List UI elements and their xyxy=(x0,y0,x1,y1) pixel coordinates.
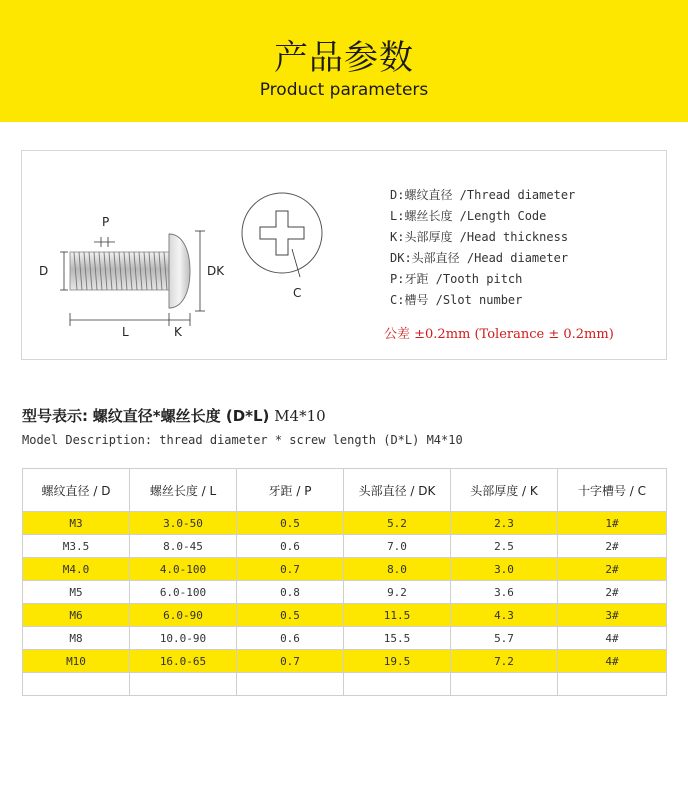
table-cell xyxy=(344,673,451,696)
table-cell: 10.0-90 xyxy=(130,627,237,650)
table-cell: 3.0-50 xyxy=(130,512,237,535)
table-cell: 0.6 xyxy=(237,535,344,558)
page-subtitle: Product parameters xyxy=(259,80,429,100)
legend-item: C:槽号 /Slot number xyxy=(390,293,523,307)
legend-item: P:牙距 /Tooth pitch xyxy=(390,272,523,286)
table-cell: 4# xyxy=(558,650,667,673)
table-cell: 4.3 xyxy=(451,604,558,627)
header-thread-diameter: 螺纹直径 / D xyxy=(23,469,130,512)
length-dimension xyxy=(70,313,190,326)
table-cell: M8 xyxy=(23,627,130,650)
label-l: L xyxy=(122,325,129,339)
label-d: D xyxy=(39,264,49,278)
table-row xyxy=(23,558,667,581)
header-screw-length: 螺丝长度 / L xyxy=(130,469,237,512)
table-cell: 3.6 xyxy=(451,581,558,604)
table-cell: 8.0 xyxy=(344,558,451,581)
table-cell: 19.5 xyxy=(344,650,451,673)
table-cell xyxy=(23,673,130,696)
table-cell: 5.2 xyxy=(344,512,451,535)
table-cell: 2.3 xyxy=(451,512,558,535)
table-cell: 2# xyxy=(558,535,667,558)
table-cell: 7.0 xyxy=(344,535,451,558)
model-label: 型号表示: xyxy=(22,407,88,425)
tolerance-note: 公差 ±0.2mm (Tolerance ± 0.2mm) xyxy=(384,327,614,342)
header-head-diameter: 头部直径 / DK xyxy=(344,469,451,512)
table-cell: 0.5 xyxy=(237,512,344,535)
table-cell: M5 xyxy=(23,581,130,604)
table-cell: 0.6 xyxy=(237,627,344,650)
screw-top-view xyxy=(242,193,322,277)
table-header-row xyxy=(23,469,667,512)
table-row xyxy=(23,673,667,696)
header-slot-number: 十字槽号 / C xyxy=(558,469,667,512)
label-c: C xyxy=(293,286,302,300)
table-cell: 6.0-90 xyxy=(130,604,237,627)
table-row xyxy=(23,650,667,673)
spec-table xyxy=(22,468,667,696)
table-cell: 0.7 xyxy=(237,650,344,673)
model-example: M4*10 xyxy=(274,407,326,425)
label-dk: DK xyxy=(207,264,225,278)
table-cell: 3.0 xyxy=(451,558,558,581)
table-row xyxy=(23,627,667,650)
label-p: P xyxy=(102,215,110,229)
table-cell: 9.2 xyxy=(344,581,451,604)
table-row xyxy=(23,581,667,604)
header-head-thickness: 头部厚度 / K xyxy=(451,469,558,512)
table-cell: M3 xyxy=(23,512,130,535)
model-description-en: Model Description: thread diameter * screw length (D*L) M4*10 xyxy=(22,433,463,447)
table-cell: 2# xyxy=(558,581,667,604)
legend-item: D:螺纹直径 /Thread diameter xyxy=(390,188,576,202)
header-banner xyxy=(0,0,688,122)
page-title: 产品参数 xyxy=(274,38,414,78)
table-cell: M4.0 xyxy=(23,558,130,581)
table-cell: M6 xyxy=(23,604,130,627)
table-cell xyxy=(558,673,667,696)
legend-item: DK:头部直径 /Head diameter xyxy=(390,251,569,265)
table-cell: 16.0-65 xyxy=(130,650,237,673)
model-description-cn xyxy=(22,405,326,426)
table-cell: 2# xyxy=(558,558,667,581)
header-pitch: 牙距 / P xyxy=(237,469,344,512)
screw-side-view xyxy=(70,234,190,308)
table-cell: 5.7 xyxy=(451,627,558,650)
label-k: K xyxy=(174,325,182,339)
table-cell: M10 xyxy=(23,650,130,673)
table-row xyxy=(23,535,667,558)
table-cell: 3# xyxy=(558,604,667,627)
head-diameter-dimension xyxy=(195,231,205,311)
table-cell: 11.5 xyxy=(344,604,451,627)
table-row xyxy=(23,512,667,535)
legend-item: K:头部厚度 /Head thickness xyxy=(390,230,569,244)
table-cell: 0.8 xyxy=(237,581,344,604)
pitch-dimension xyxy=(94,237,115,247)
table-cell: 8.0-45 xyxy=(130,535,237,558)
table-cell: 6.0-100 xyxy=(130,581,237,604)
table-cell xyxy=(237,673,344,696)
diameter-dimension xyxy=(60,252,68,290)
table-cell: 2.5 xyxy=(451,535,558,558)
screw-diagram-panel xyxy=(21,150,667,360)
model-formula: 螺纹直径*螺丝长度 (D*L) xyxy=(92,407,270,425)
legend-item: L:螺丝长度 /Length Code xyxy=(390,209,547,223)
table-cell: 1# xyxy=(558,512,667,535)
table-cell xyxy=(451,673,558,696)
table-row xyxy=(23,604,667,627)
table-cell: 0.5 xyxy=(237,604,344,627)
table-cell xyxy=(130,673,237,696)
table-cell: 4# xyxy=(558,627,667,650)
table-cell: 15.5 xyxy=(344,627,451,650)
table-cell: M3.5 xyxy=(23,535,130,558)
table-cell: 7.2 xyxy=(451,650,558,673)
table-cell: 0.7 xyxy=(237,558,344,581)
table-cell: 4.0-100 xyxy=(130,558,237,581)
dimension-legend xyxy=(390,185,575,311)
